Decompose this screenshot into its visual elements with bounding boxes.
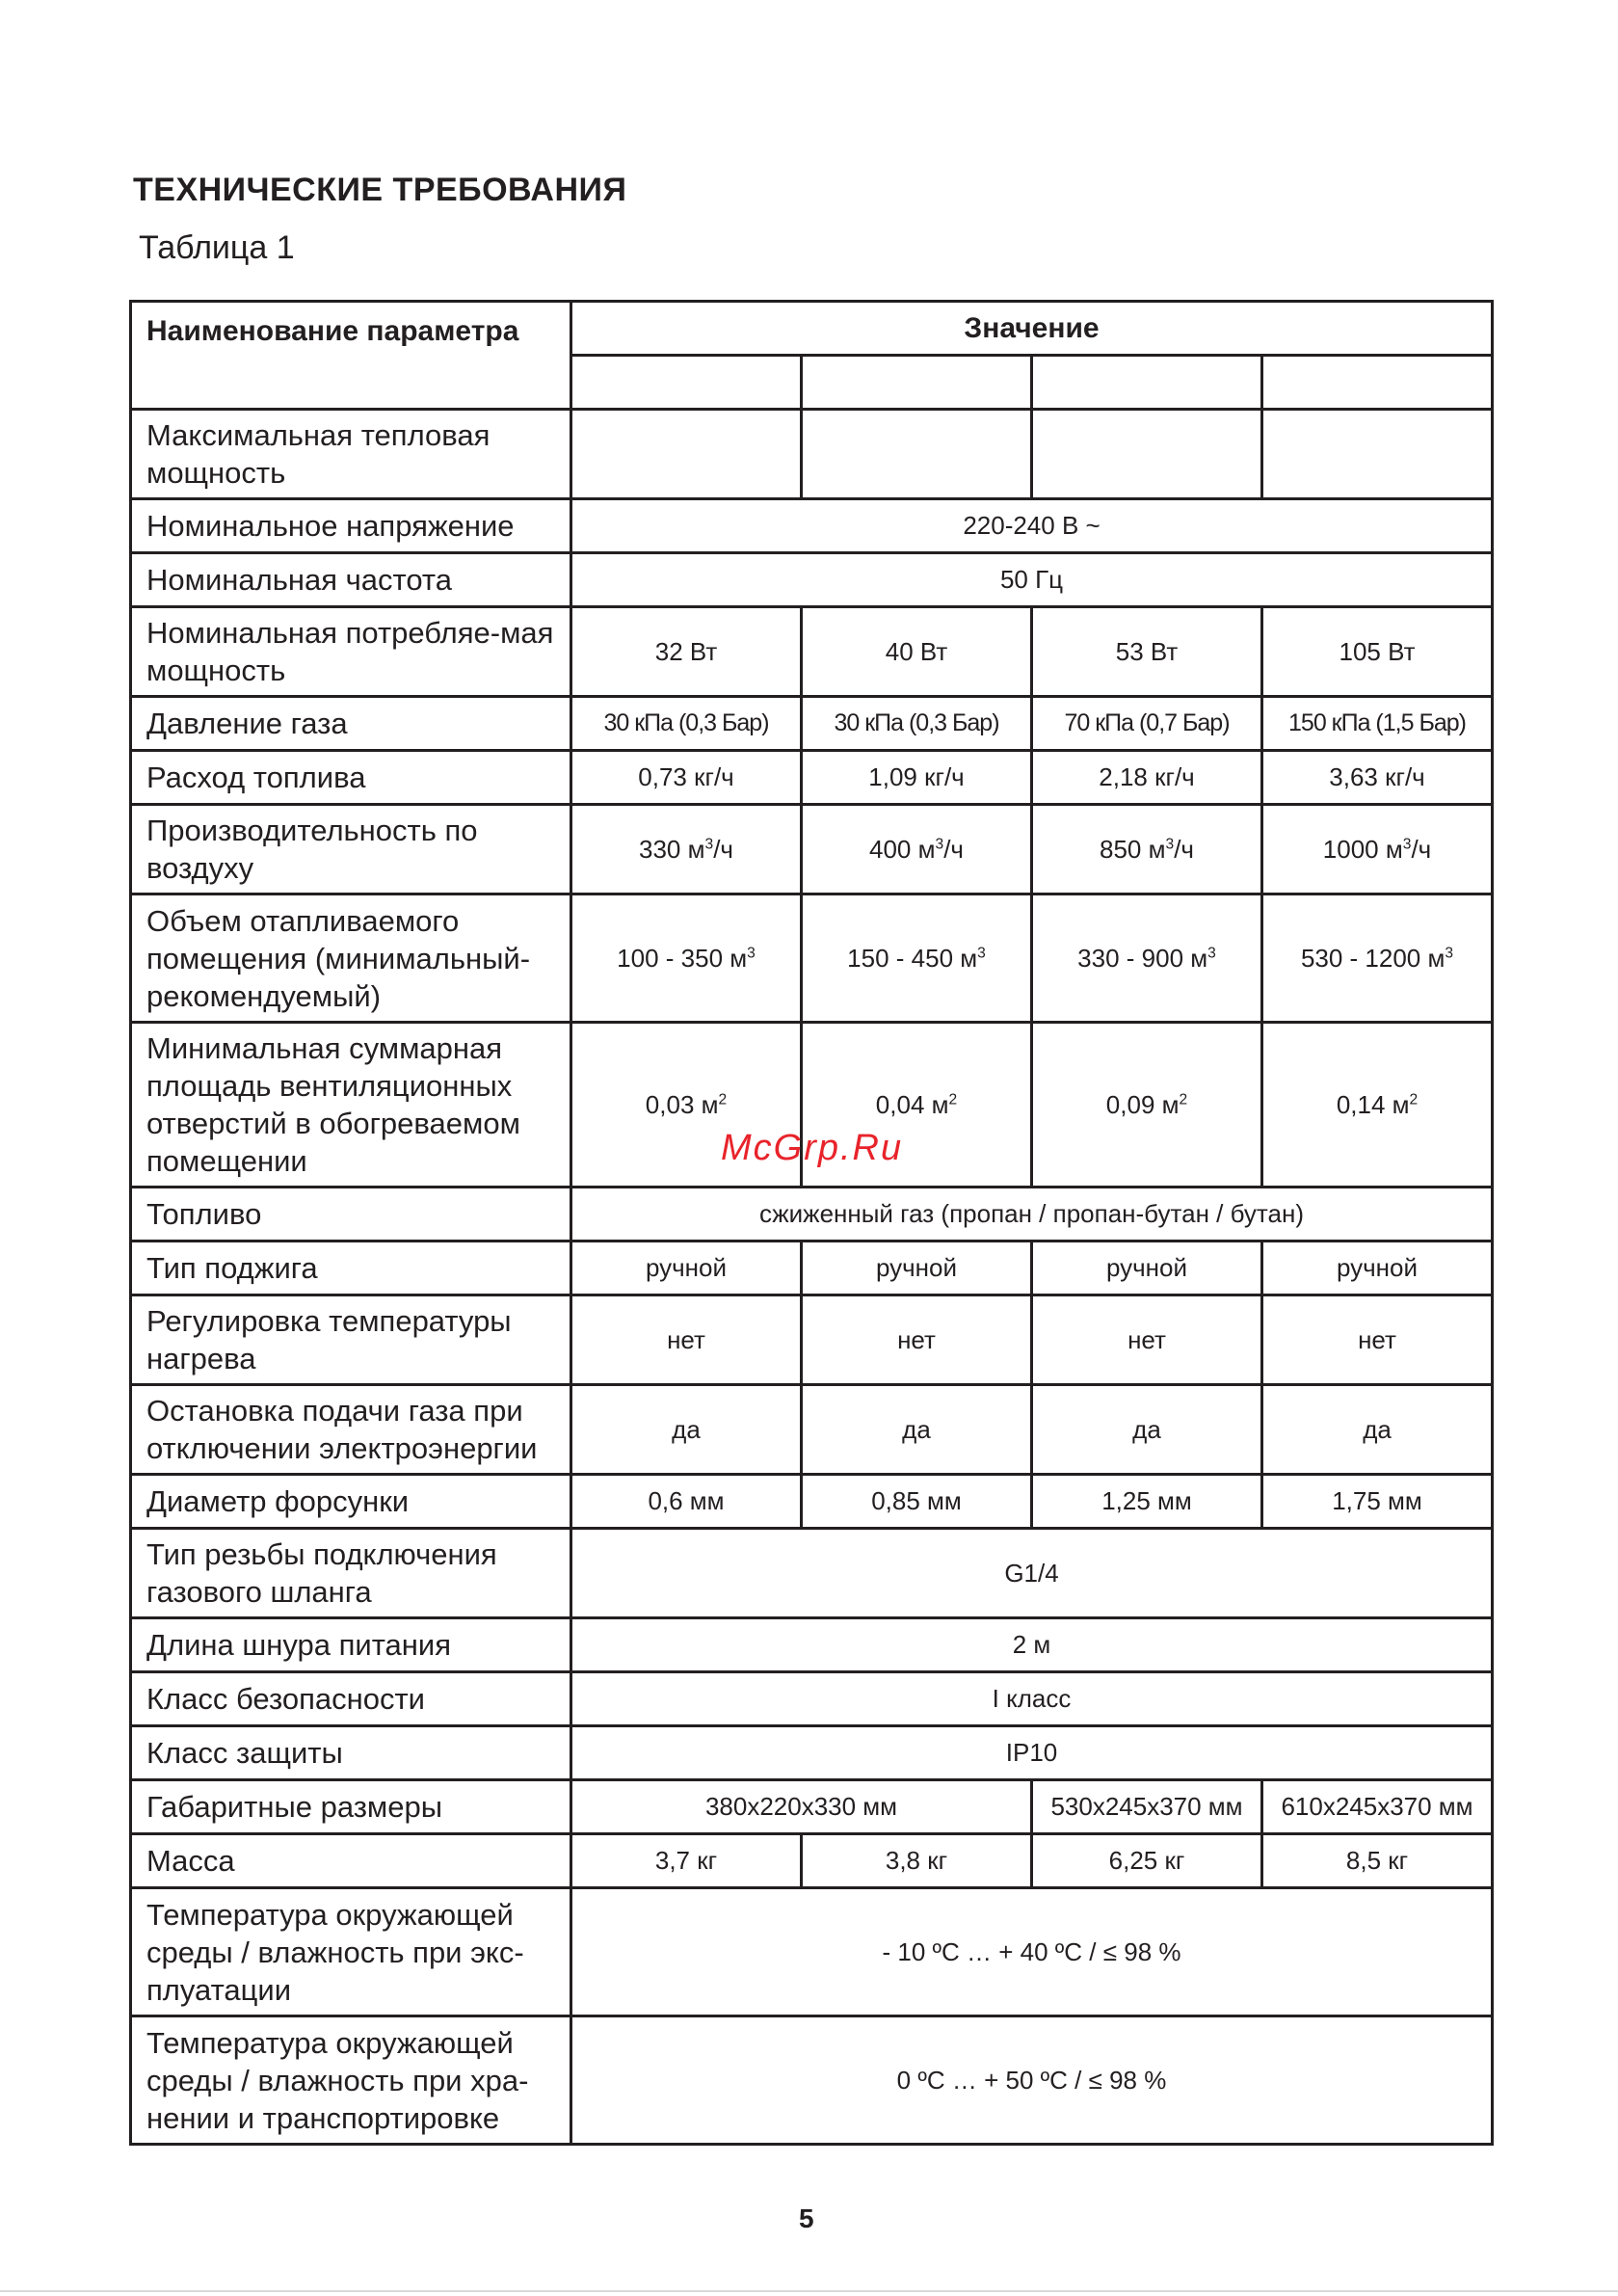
value-cell: 0,85 мм (802, 1475, 1032, 1529)
spec-table (129, 300, 1494, 2146)
table-row (131, 607, 1493, 697)
value-cell: нет (571, 1295, 802, 1385)
value-cell: 150 кПа (1,5 Бар) (1262, 697, 1493, 751)
model-cell (802, 356, 1032, 410)
param-label: Номинальная потребляе-мая мощность (131, 607, 571, 697)
value-cell (1262, 410, 1493, 499)
value-cell: 40 Вт (802, 607, 1032, 697)
value-cell: ручной (571, 1241, 802, 1295)
value-cell: 330 - 900 $м^3$ (1032, 894, 1262, 1023)
watermark: McGrp.Ru (721, 1128, 904, 1168)
value-cell: 32 Вт (571, 607, 802, 697)
table-row (131, 805, 1493, 894)
param-label: Максимальная тепловая мощность (131, 410, 571, 499)
value-cell: 30 кПа (0,3 Бар) (571, 697, 802, 751)
value-cell: 30 кПа (0,3 Бар) (802, 697, 1032, 751)
table-row (131, 751, 1493, 805)
model-cell (1262, 356, 1493, 410)
value-cell: 70 кПа (0,7 Бар) (1032, 697, 1262, 751)
param-label: Диаметр форсунки (131, 1475, 571, 1529)
value-cell: 1,75 мм (1262, 1475, 1493, 1529)
value-cell: 0,03 $м^2$ (571, 1023, 802, 1188)
value-cell: да (571, 1385, 802, 1475)
value-cell: да (802, 1385, 1032, 1475)
table-row (131, 1888, 1493, 2016)
value-cell: 0,73 кг/ч (571, 751, 802, 805)
table-row (131, 1385, 1493, 1475)
table-row (131, 1726, 1493, 1780)
value-cell: 0,04 $м^2$ (802, 1023, 1032, 1188)
param-label: Минимальная суммарная площадь вентиляционных отверстий в обогреваемом помещении (131, 1023, 571, 1188)
table-row (131, 1529, 1493, 1618)
value-cell: сжиженный газ (пропан / пропан-бутан / бутан) (571, 1188, 1493, 1241)
value-cell: 0,14 $м^2$ (1262, 1023, 1493, 1188)
value-cell: 53 Вт (1032, 607, 1262, 697)
value-cell: 850 $м^3/ч$ (1032, 805, 1262, 894)
table-row (131, 1780, 1493, 1834)
param-label: Объем отапливаемого помещения (минимальный-рекомендуемый) (131, 894, 571, 1023)
value-cell: ручной (1262, 1241, 1493, 1295)
model-cell (571, 356, 802, 410)
value-cell: 530 - 1200 $м^3$ (1262, 894, 1493, 1023)
table-row (131, 1475, 1493, 1529)
value-cell: 6,25 кг (1032, 1834, 1262, 1888)
value-cell: 2 м (571, 1618, 1493, 1672)
param-label: Производительность по воздуху (131, 805, 571, 894)
value-cell: 1,09 кг/ч (802, 751, 1032, 805)
param-label: Масса (131, 1834, 571, 1888)
param-label: Регулировка температуры нагрева (131, 1295, 571, 1385)
value-cell: 610х245х370 мм (1262, 1780, 1493, 1834)
table-row (131, 499, 1493, 553)
param-label: Номинальное напряжение (131, 499, 571, 553)
page-title: ТЕХНИЧЕСКИЕ ТРЕБОВАНИЯ (133, 172, 627, 208)
param-label: Класс безопасности (131, 1672, 571, 1726)
table-row (131, 553, 1493, 607)
value-cell: 400 $м^3/ч$ (802, 805, 1032, 894)
value-cell: 50 Гц (571, 553, 1493, 607)
value-cell: 3,63 кг/ч (1262, 751, 1493, 805)
value-cell: 100 - 350 $м^3$ (571, 894, 802, 1023)
value-cell: 220-240 В ~ (571, 499, 1493, 553)
divider (0, 2290, 1618, 2292)
value-cell: ручной (802, 1241, 1032, 1295)
value-cell: 0,6 мм (571, 1475, 802, 1529)
value-cell: 0,09 $м^2$ (1032, 1023, 1262, 1188)
param-label: Топливо (131, 1188, 571, 1241)
value-cell: нет (1032, 1295, 1262, 1385)
table-row (131, 894, 1493, 1023)
param-label: Температура окружающей среды / влажность при хра-нении и транспортировке (131, 2016, 571, 2145)
value-cell: 530х245х370 мм (1032, 1780, 1262, 1834)
value-cell: 3,7 кг (571, 1834, 802, 1888)
table-row (131, 1295, 1493, 1385)
table-row (131, 410, 1493, 499)
table-caption: Таблица 1 (139, 229, 295, 266)
model-cell (1032, 356, 1262, 410)
value-cell: да (1262, 1385, 1493, 1475)
param-label: Габаритные размеры (131, 1780, 571, 1834)
value-cell: 1000 $м^3/ч$ (1262, 805, 1493, 894)
param-label: Остановка подачи газа при отключении электроэнергии (131, 1385, 571, 1475)
value-cell: 8,5 кг (1262, 1834, 1493, 1888)
spec-table-container (129, 300, 1491, 2146)
value-cell: 380х220х330 мм (571, 1780, 1032, 1834)
value-cell: G1/4 (571, 1529, 1493, 1618)
param-label: Температура окружающей среды / влажность при экс-плуатации (131, 1888, 571, 2016)
table-row (131, 1618, 1493, 1672)
value-cell (571, 410, 802, 499)
header-value: Значение (571, 302, 1493, 356)
param-label: Номинальная частота (131, 553, 571, 607)
value-cell: нет (802, 1295, 1032, 1385)
value-cell: ручной (1032, 1241, 1262, 1295)
value-cell: 330 $м^3/ч$ (571, 805, 802, 894)
table-row (131, 1834, 1493, 1888)
value-cell: IP10 (571, 1726, 1493, 1780)
param-label: Тип резьбы подключения газового шланга (131, 1529, 571, 1618)
value-cell: I класс (571, 1672, 1493, 1726)
table-header-row (131, 302, 1493, 356)
param-label: Расход топлива (131, 751, 571, 805)
header-parameter: Наименование параметра (131, 302, 571, 410)
value-cell: 1,25 мм (1032, 1475, 1262, 1529)
value-cell: - 10 ºC … + 40 ºC / ≤ 98 % (571, 1888, 1493, 2016)
table-row (131, 697, 1493, 751)
value-cell: 0 ºC … + 50 ºC / ≤ 98 % (571, 2016, 1493, 2145)
table-row (131, 1241, 1493, 1295)
param-label: Тип поджига (131, 1241, 571, 1295)
value-cell (1032, 410, 1262, 499)
param-label: Давление газа (131, 697, 571, 751)
value-cell: 3,8 кг (802, 1834, 1032, 1888)
table-row (131, 2016, 1493, 2145)
table-row (131, 1672, 1493, 1726)
value-cell: 2,18 кг/ч (1032, 751, 1262, 805)
param-label: Длина шнура питания (131, 1618, 571, 1672)
value-cell: нет (1262, 1295, 1493, 1385)
value-cell: 150 - 450 $м^3$ (802, 894, 1032, 1023)
param-label: Класс защиты (131, 1726, 571, 1780)
value-cell: 105 Вт (1262, 607, 1493, 697)
page-number: 5 (799, 2203, 814, 2233)
value-cell (802, 410, 1032, 499)
value-cell: да (1032, 1385, 1262, 1475)
table-row (131, 1188, 1493, 1241)
